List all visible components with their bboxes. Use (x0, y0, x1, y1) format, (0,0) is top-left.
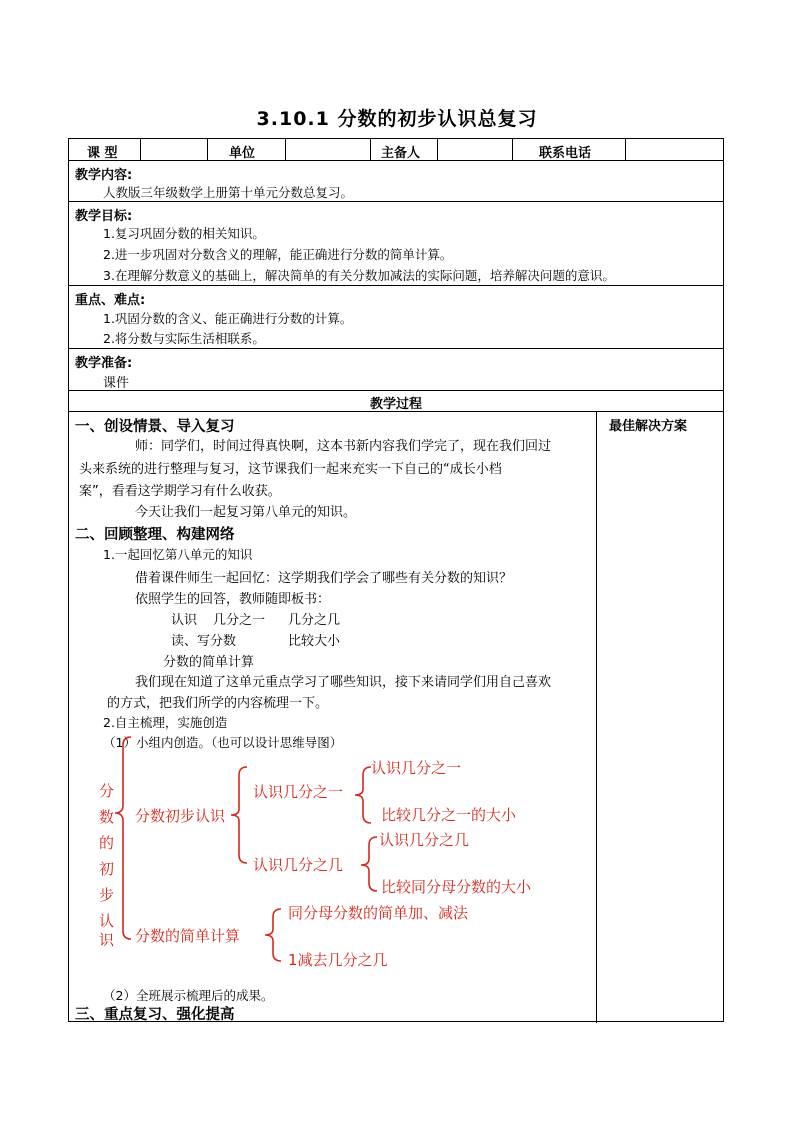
mindmap-brace (361, 837, 377, 891)
paragraph-line: 的方式，把我们所学的内容梳理一下。 (107, 696, 329, 711)
goal-item: 2.进一步巩固对分数含义的理解，能正确进行分数的简单计算。 (103, 247, 453, 262)
mindmap-leaf: 同分母分数的简单加、减法 (288, 904, 469, 922)
paragraph-line: 今天让我们一起复习第八单元的知识。 (135, 505, 357, 520)
goal-item: 1.复习巩固分数的相关知识。 (103, 226, 265, 241)
phone-label: 联系电话 (539, 146, 592, 161)
preparation-label: 教学准备: (75, 356, 133, 371)
board-item: 几分之一 (213, 613, 266, 628)
mindmap-brace (265, 909, 281, 961)
mindmap-leaf: 比较几分之一的大小 (381, 806, 517, 824)
lesson-type-label: 课 型 (87, 146, 118, 161)
board-item: 几分之几 (288, 613, 341, 628)
board-item: 读、写分数 (171, 634, 237, 649)
sub-step: 2.自主梳理，实施创造 (103, 715, 228, 730)
key-point-item: 2.将分数与实际生活相联系。 (103, 331, 265, 346)
section-heading: 三、重点复习、强化提高 (75, 1007, 235, 1023)
key-points-label: 重点、难点: (75, 293, 146, 308)
sub-step: （1）小组内创造。（也可以设计思维导图） (103, 735, 343, 750)
section-heading: 二、回顾整理、构建网络 (75, 527, 235, 543)
paragraph-line: 头来系统的进行整理与复习，这节课我们一起来充实一下自己的“成长小档 (79, 462, 502, 477)
mindmap-brace (231, 767, 247, 863)
mindmap-leaf: 比较同分母分数的大小 (381, 878, 532, 896)
section-heading: 一、创设情景、导入复习 (75, 419, 235, 435)
sub-step: 1.一起回忆第八单元的知识 (103, 547, 253, 562)
mindmap-root-char: 的 (99, 834, 115, 852)
page-title: 3.10.1 分数的初步认识总复习 (256, 108, 538, 130)
content-text: 人教版三年级数学上册第十单元分数总复习。 (103, 185, 354, 200)
unit-label: 单位 (229, 146, 256, 161)
mindmap-root-char: 数 (99, 808, 115, 826)
goals-label: 教学目标: (75, 209, 133, 224)
mindmap-branch: 认识几分之几 (253, 856, 344, 874)
paragraph-line: 我们现在知道了这单元重点学习了哪些知识，接下来请同学们用自己喜欢 (135, 675, 552, 690)
board-item: 分数的简单计算 (163, 655, 255, 670)
preparer-label: 主备人 (381, 146, 421, 161)
paragraph-line: 借着课件师生一起回忆：这学期我们学会了哪些有关分数的知识？ (135, 571, 513, 586)
process-label: 教学过程 (369, 397, 422, 412)
best-solution-label: 最佳解决方案 (609, 419, 688, 434)
goal-item: 3.在理解分数意义的基础上，解决简单的有关分数加减法的实际问题，培养解决问题的意识。 (103, 268, 615, 283)
mindmap-brace (115, 737, 131, 939)
preparation-text: 课件 (103, 376, 130, 391)
content-label: 教学内容: (75, 168, 133, 183)
mindmap-root-char: 分 (99, 782, 115, 800)
mindmap-root-char: 初 (99, 860, 115, 878)
mindmap-branch: 分数的简单计算 (135, 927, 241, 945)
mindmap-leaf: 认识几分之一 (371, 759, 462, 777)
mindmap-root-char: 认 (99, 912, 115, 930)
mindmap-braces (69, 139, 723, 1023)
sub-step: （2）全班展示梳理后的成果。 (103, 988, 274, 1003)
lesson-plan-table (68, 138, 724, 1022)
paragraph-line: 依照学生的回答，教师随即板书： (135, 592, 331, 607)
board-item: 认识 (171, 613, 198, 628)
mindmap-leaf: 认识几分之几 (379, 831, 470, 849)
mindmap-brace (355, 767, 371, 823)
paragraph-line: 师：同学们，时间过得真快啊，这本书新内容我们学完了，现在我们回过 (135, 439, 552, 454)
key-point-item: 1.巩固分数的含义、能正确进行分数的计算。 (103, 311, 353, 326)
board-item: 比较大小 (288, 634, 341, 649)
mindmap-branch: 分数初步认识 (135, 807, 226, 825)
mindmap-leaf: 1减去几分之几 (288, 951, 388, 969)
mindmap-root-char: 识 (99, 931, 115, 949)
mindmap-root-char: 步 (99, 886, 115, 904)
mindmap-branch: 认识几分之一 (253, 783, 344, 801)
paragraph-line: 案”，看看这学期学习有什么收获。 (79, 484, 281, 499)
